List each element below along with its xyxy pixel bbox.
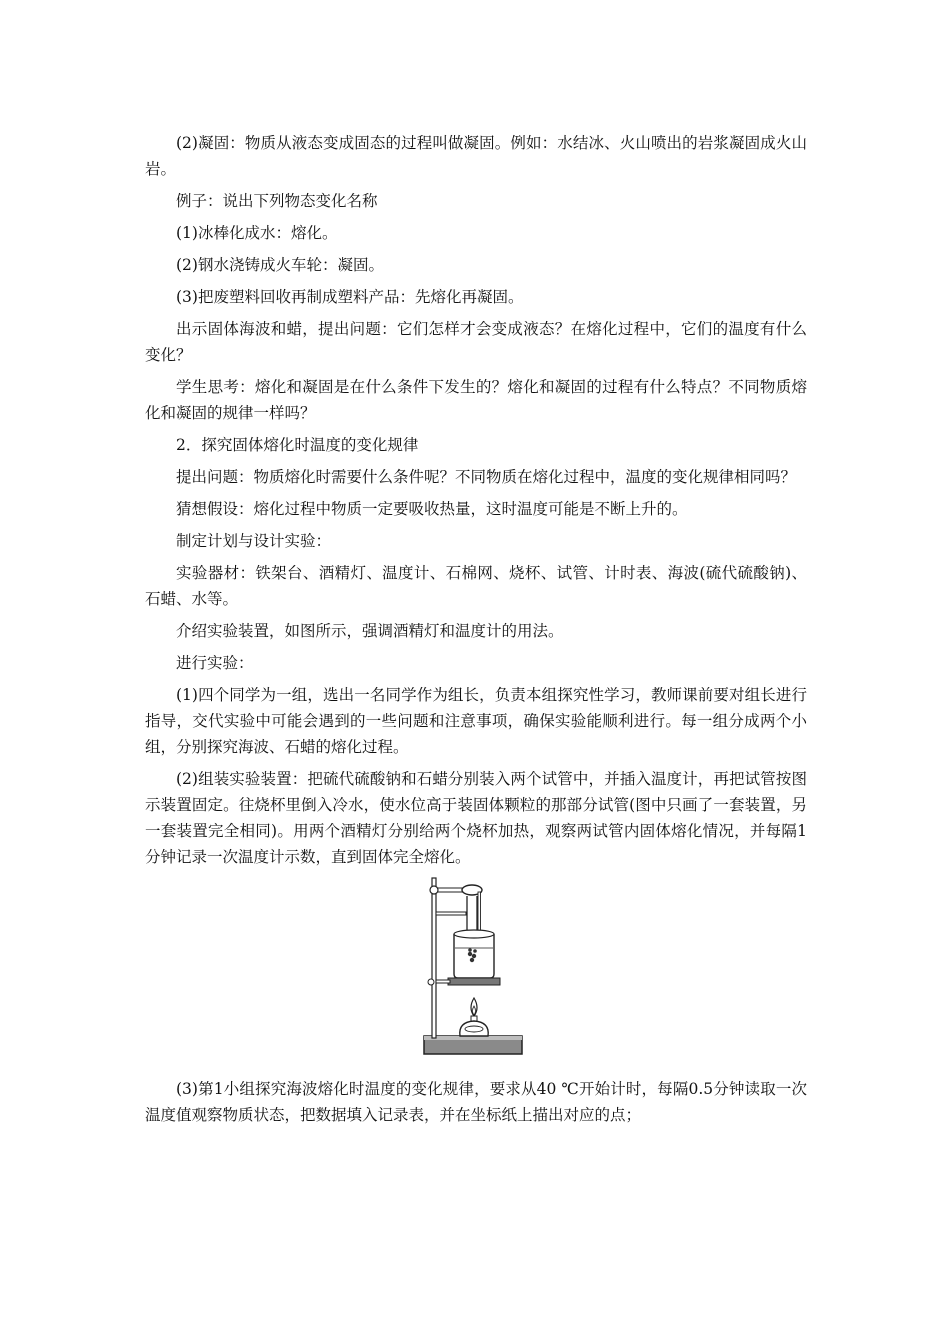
paragraph: 出示固体海波和蜡，提出问题：它们怎样才会变成液态？在熔化过程中，它们的温度有什么变化？ [145, 320, 807, 364]
paragraph: (1)四个同学为一组，选出一名同学作为组长，负责本组探究性学习，教师课前要对组长进行指导，交代实验中可能会遇到的一些问题和注意事项，确保实验能顺利进行。每一组分成两个小组，分别探究海波、石蜡的熔化过程。 [145, 686, 807, 756]
section-heading: 2．探究固体熔化时温度的变化规律 [176, 436, 419, 454]
paragraph: 例子：说出下列物态变化名称 [176, 192, 378, 210]
paragraph: 进行实验： [176, 654, 254, 672]
paragraph: (2)组装实验装置：把硫代硫酸钠和石蜡分别装入两个试管中，并插入温度计，再把试管按图示装置固定。往烧杯里倒入冷水，使水位高于装固体颗粒的那部分试管(图中只画了一套装置，另一套装置完全相同)。用两个酒精灯分别给两个烧杯加热，观察两试管内固体熔化情况，并每隔1分钟记录一次温度计示数，直到固体完全熔化。 [145, 770, 807, 866]
paragraph: 介绍实验装置，如图所示，强调酒精灯和温度计的用法。 [176, 622, 564, 640]
paragraph: 制定计划与设计实验： [176, 532, 332, 550]
paragraph: 提出问题：物质熔化时需要什么条件呢？不同物质在熔化过程中，温度的变化规律相同吗？ [176, 468, 797, 486]
paragraph: 猜想假设：熔化过程中物质一定要吸收热量，这时温度可能是不断上升的。 [176, 500, 688, 518]
document-body [145, 130, 807, 1134]
paragraph: (3)第1小组探究海波熔化时温度的变化规律，要求从40 ℃开始计时，每隔0.5分钟读取一次温度值观察物质状态，把数据填入记录表，并在坐标纸上描出对应的点； [145, 1080, 807, 1124]
paragraph: 实验器材：铁架台、酒精灯、温度计、石棉网、烧杯、试管、计时表、海波(硫代硫酸钠)、石蜡、水等。 [145, 564, 807, 608]
paragraph: (3)把废塑料回收再制成塑料产品：先熔化再凝固。 [176, 288, 524, 306]
lab-apparatus-icon [420, 876, 532, 1060]
paragraph: (2)钢水浇铸成火车轮：凝固。 [176, 256, 384, 274]
paragraph: 学生思考：熔化和凝固是在什么条件下发生的？熔化和凝固的过程有什么特点？不同物质熔化和凝固的规律一样吗？ [145, 378, 807, 422]
paragraph: (2)凝固：物质从液态变成固态的过程叫做凝固。例如：水结冰、火山喷出的岩浆凝固成火山岩。 [145, 134, 807, 178]
apparatus-figure [145, 876, 807, 1064]
paragraph: (1)冰棒化成水：熔化。 [176, 224, 338, 242]
